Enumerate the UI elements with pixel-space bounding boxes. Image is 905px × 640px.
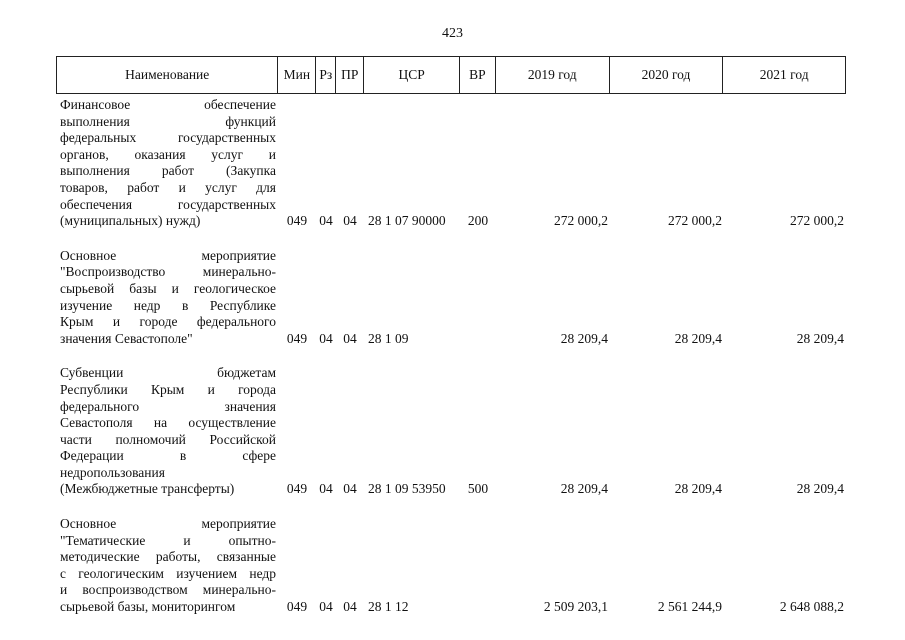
row-2019: 28 209,4 xyxy=(560,330,608,346)
row-pr: 04 xyxy=(343,213,357,229)
row-name-line: Крым и городе федерального xyxy=(60,314,276,330)
row-csr: 28 1 07 90000 xyxy=(368,213,446,229)
row-min: 049 xyxy=(286,481,308,497)
row-rz: 04 xyxy=(319,213,333,229)
row-name-line: "Тематические и опытно- xyxy=(60,532,276,548)
row-pr: 04 xyxy=(343,330,357,346)
row-name-line: органов, оказания услуг и xyxy=(60,146,276,162)
row-min: 049 xyxy=(286,330,308,346)
header-2021: 2021 год xyxy=(759,67,809,82)
row-csr: 28 1 12 xyxy=(368,599,409,615)
row-2021: 28 209,4 xyxy=(796,481,844,497)
row-rz: 04 xyxy=(319,330,333,346)
row-2021: 272 000,2 xyxy=(790,213,844,229)
row-min: 049 xyxy=(286,599,308,615)
row-vr: 200 xyxy=(467,213,489,229)
table-row xyxy=(56,516,846,616)
header-min: Мин xyxy=(278,57,316,93)
row-name-line: федеральных государственных xyxy=(60,130,276,146)
row-name-line: недропользования xyxy=(60,464,165,480)
row-name xyxy=(56,248,278,348)
row-name-line: сырьевой базы и геологическое xyxy=(60,280,276,296)
row-name-line: с геологическим изучением недр xyxy=(60,565,276,581)
row-csr: 28 1 09 xyxy=(368,330,409,346)
row-name xyxy=(56,516,278,616)
table-row xyxy=(56,365,846,498)
row-name-line: Финансовое обеспечение xyxy=(60,97,276,112)
row-name-line: Основное мероприятие xyxy=(60,516,276,532)
header-rz: Рз xyxy=(316,57,336,93)
row-name xyxy=(56,365,278,498)
header-pr: ПР xyxy=(336,57,364,93)
row-name-line: выполнения функций xyxy=(60,113,276,129)
row-2020: 28 209,4 xyxy=(674,481,722,497)
row-2021: 28 209,4 xyxy=(796,330,844,346)
row-name-line: изучение недр в Республике xyxy=(60,297,276,313)
row-name-line: Федерации в сфере xyxy=(60,448,276,464)
row-name-line: (муниципальных) нужд) xyxy=(60,213,201,229)
row-name-line: сырьевой базы, мониторингом xyxy=(60,599,236,615)
row-csr: 28 1 09 53950 xyxy=(368,481,446,497)
row-name-line: Севастополя на осуществление xyxy=(60,415,276,431)
row-name-line: товаров, работ и услуг для xyxy=(60,179,276,195)
row-name-line: федерального значения xyxy=(60,398,276,414)
row-2020: 272 000,2 xyxy=(668,213,722,229)
header-2020: 2020 год xyxy=(610,57,724,93)
row-name-line: значения Севастополе" xyxy=(60,330,193,346)
row-2020: 28 209,4 xyxy=(674,330,722,346)
row-2019: 2 509 203,1 xyxy=(543,599,608,615)
row-2019: 272 000,2 xyxy=(554,213,608,229)
row-name-line: Республики Крым и города xyxy=(60,381,276,397)
row-2020: 2 561 244,9 xyxy=(657,599,722,615)
row-name-line: обеспечения государственных xyxy=(60,196,276,212)
row-name-line: (Межбюджетные трансферты) xyxy=(60,481,235,497)
header-csr: ЦСР xyxy=(364,57,460,93)
row-name xyxy=(56,97,278,230)
table-body xyxy=(56,97,846,634)
row-name-line: Субвенции бюджетам xyxy=(60,365,276,381)
header-2019: 2019 год xyxy=(496,57,610,93)
row-vr: 500 xyxy=(467,481,489,497)
page-number: 423 xyxy=(442,26,463,41)
row-rz: 04 xyxy=(319,599,333,615)
row-name-line: части полномочий Российской xyxy=(60,431,276,447)
table-header xyxy=(56,56,846,94)
row-rz: 04 xyxy=(319,481,333,497)
header-vr: ВР xyxy=(460,57,496,93)
row-2021: 2 648 088,2 xyxy=(779,599,844,615)
row-name-line: Основное мероприятие xyxy=(60,247,276,263)
row-2019: 28 209,4 xyxy=(560,481,608,497)
row-name-line: методические работы, связанные xyxy=(60,549,276,565)
header-name: Наименование xyxy=(57,57,278,93)
table-row xyxy=(56,248,846,348)
row-pr: 04 xyxy=(343,481,357,497)
row-name-line: и воспроизводством минерально- xyxy=(60,582,276,598)
row-min: 049 xyxy=(286,213,308,229)
row-pr: 04 xyxy=(343,599,357,615)
table-row xyxy=(56,97,846,230)
row-name-line: "Воспроизводство минерально- xyxy=(60,264,276,280)
row-name-line: выполнения работ (Закупка xyxy=(60,163,276,179)
